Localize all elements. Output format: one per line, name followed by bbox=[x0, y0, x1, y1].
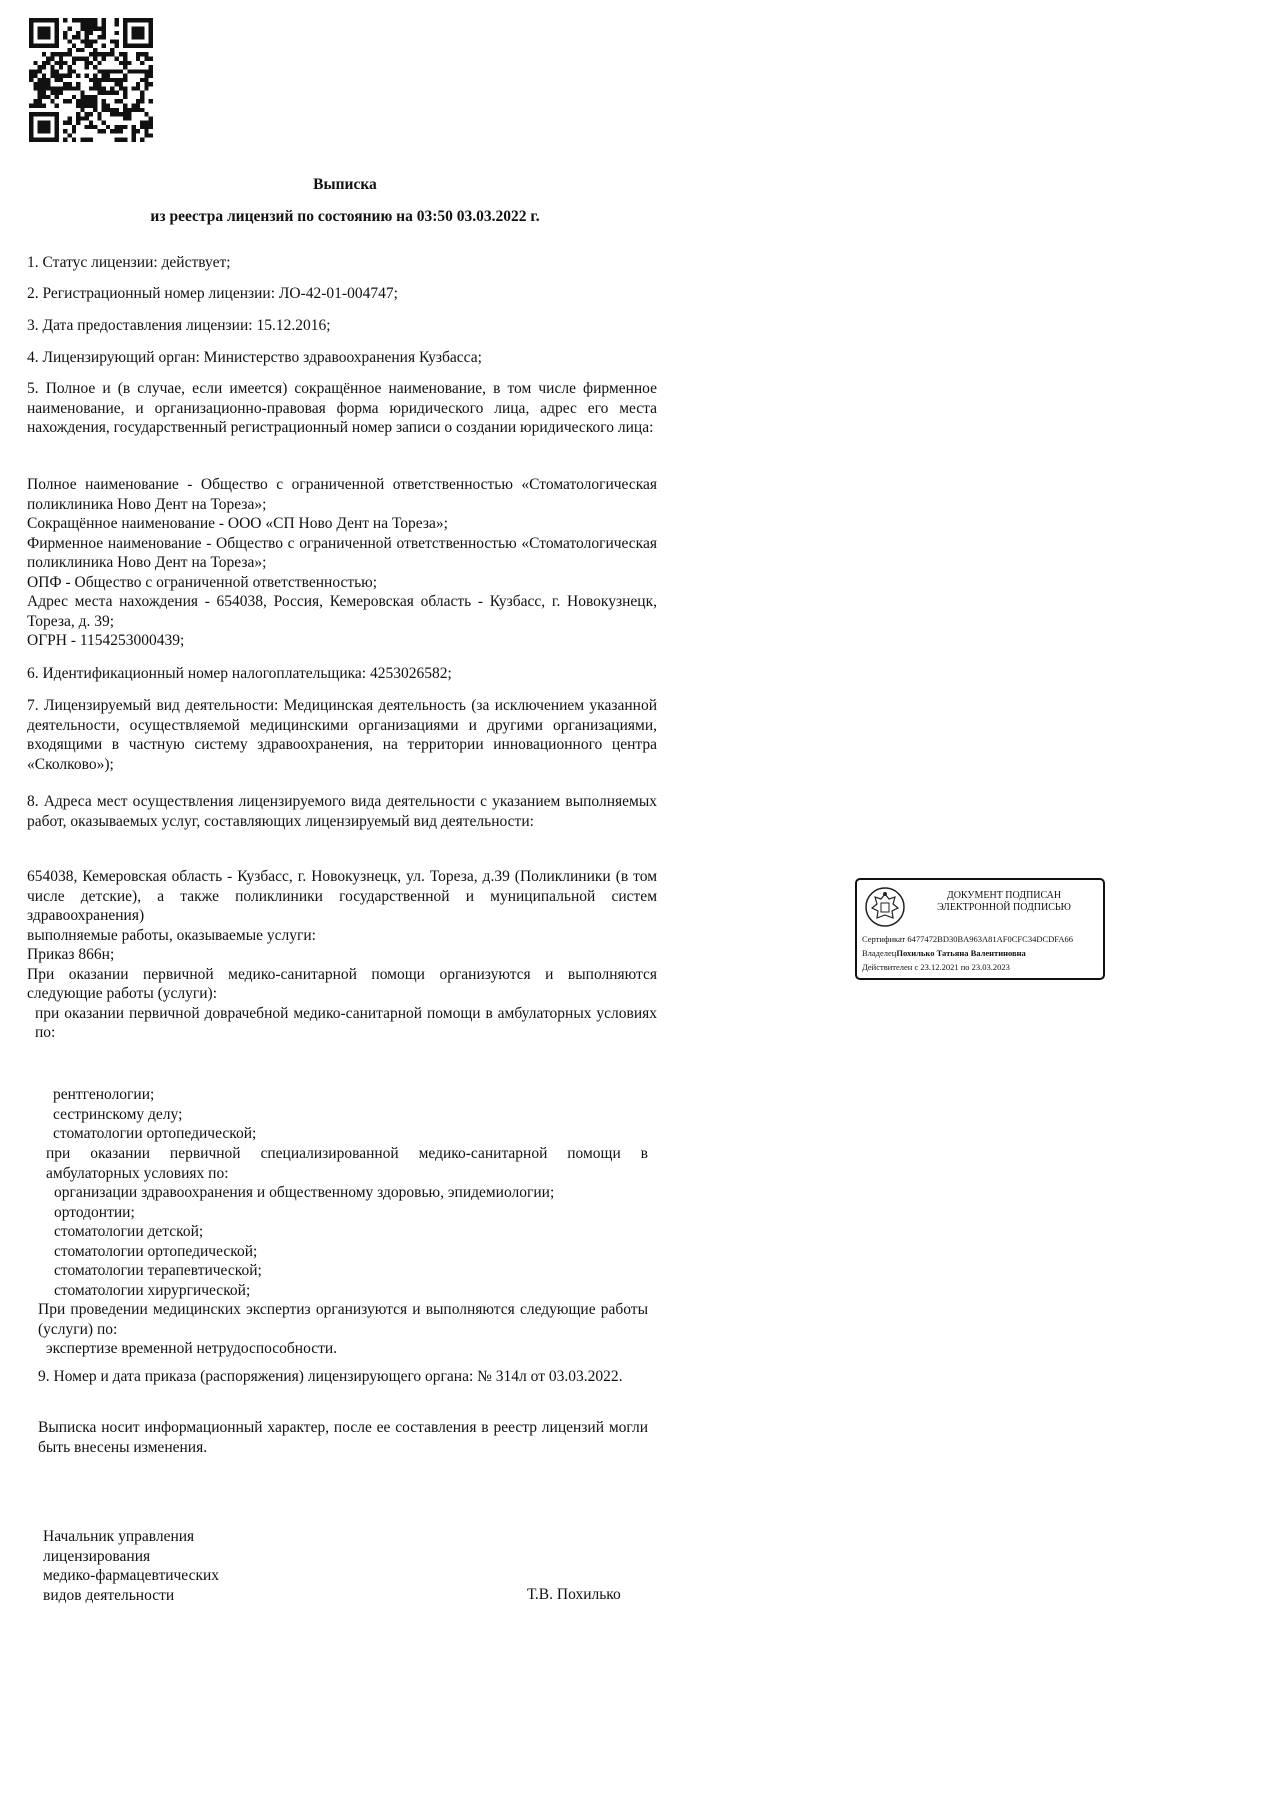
disclaimer-note: Выписка носит информационный характер, после ее составления в реестр лицензий могли быть внесены изменения. bbox=[38, 1419, 648, 1456]
signer-position bbox=[43, 1527, 219, 1605]
signer-position-line: лицензирования bbox=[43, 1547, 151, 1565]
item-2: 2. Регистрационный номер лицензии: ЛО-42-01-004747; bbox=[27, 285, 398, 302]
signer-name: Т.В. Похилько bbox=[527, 1586, 621, 1603]
primary-care-label: При оказании первичной медико-санитарной помощи организуются и выполняются следующие работы (услуги): bbox=[27, 965, 657, 1002]
stamp-owner-name: Похилько Татьяна Валентиновна bbox=[896, 948, 1026, 958]
org-opf: ОПФ - Общество с ограниченной ответственностью; bbox=[27, 573, 378, 591]
list-item: рентгенологии; bbox=[53, 1086, 155, 1103]
item-8: 8. Адреса мест осуществления лицензируемого вида деятельности с указанием выполняемых работ, оказываемых услуг, составляющих лицензируемый вид деятельности: bbox=[27, 793, 657, 830]
activity-address-block bbox=[27, 867, 657, 1043]
stamp-certificate: Сертификат 6477472BD30BA963A81AF0CFC34DCDFA66 bbox=[862, 934, 1074, 944]
specialized-care-label: при оказании первичной специализированной медико-санитарной помощи в амбулаторных условиях по: bbox=[46, 1145, 648, 1182]
list-item: экспертизе временной нетрудоспособности. bbox=[46, 1340, 338, 1357]
document-subtitle: из реестра лицензий по состоянию на 03:50 03.03.2022 г. bbox=[150, 208, 540, 225]
item-7: 7. Лицензируемый вид деятельности: Медицинская деятельность (за исключением указанной деятельности, осуществляемой медицинскими организациями и другими организациями, входящими в частную систему здравоохранения, на территории инновационного центра «Сколково»); bbox=[27, 697, 657, 773]
coat-of-arms-icon bbox=[865, 886, 905, 928]
electronic-signature-stamp bbox=[855, 878, 1105, 980]
organization-block bbox=[27, 475, 657, 651]
works-label: выполняемые работы, оказываемые услуги: bbox=[27, 926, 316, 944]
list-item: стоматологии терапевтической; bbox=[54, 1262, 262, 1279]
org-ogrn: ОГРН - 1154253000439; bbox=[27, 632, 185, 649]
signer-position-line: Начальник управления bbox=[43, 1528, 195, 1545]
list-item: организации здравоохранения и общественному здоровью, эпидемиологии; bbox=[54, 1184, 555, 1201]
expertise-label: При проведении медицинских экспертиз организуются и выполняются следующие работы (услуги) по: bbox=[38, 1301, 648, 1338]
stamp-owner-label: Владелец bbox=[862, 948, 897, 958]
org-short-name: Сокращённое наименование - ООО «СП Ново Дент на Тореза»; bbox=[27, 515, 448, 532]
stamp-title bbox=[911, 890, 1097, 914]
predoctor-care-label: при оказании первичной доврачебной медико-санитарной помощи в амбулаторных условиях по: bbox=[35, 1004, 657, 1041]
list-item: стоматологии ортопедической; bbox=[53, 1125, 257, 1142]
item-1: 1. Статус лицензии: действует; bbox=[27, 254, 231, 271]
stamp-title-line: ЭЛЕКТРОННОЙ ПОДПИСЬЮ bbox=[937, 902, 1071, 913]
stamp-owner bbox=[862, 948, 1100, 958]
item-9: 9. Номер и дата приказа (распоряжения) лицензирующего органа: № 314л от 03.03.2022. bbox=[38, 1368, 623, 1385]
signer-position-line: видов деятельности bbox=[43, 1586, 175, 1604]
document-title: Выписка bbox=[313, 176, 377, 193]
item-5: 5. Полное и (в случае, если имеется) сокращённое наименование, в том числе фирменное наименование, и организационно-правовая форма юридического лица, адрес его места нахождения, государственный регистрационный номер записи о создании юридического лица: bbox=[27, 380, 657, 436]
stamp-validity: Действителен с 23.12.2021 по 23.03.2023 bbox=[862, 962, 1010, 972]
signer-position-line: медико-фармацевтических bbox=[43, 1567, 220, 1584]
list-item: ортодонтии; bbox=[54, 1203, 135, 1221]
item-3: 3. Дата предоставления лицензии: 15.12.2016; bbox=[27, 317, 331, 334]
list-item: стоматологии детской; bbox=[54, 1223, 204, 1240]
item-6: 6. Идентификационный номер налогоплательщика: 4253026582; bbox=[27, 665, 452, 682]
org-full-name: Полное наименование - Общество с ограниченной ответственностью «Стоматологическая поликлиника Ново Дент на Тореза»; bbox=[27, 476, 657, 513]
order-label: Приказ 866н; bbox=[27, 946, 115, 963]
stamp-title-line: ДОКУМЕНТ ПОДПИСАН bbox=[946, 890, 1062, 901]
specialized-block bbox=[38, 1144, 648, 1359]
org-firm-name: Фирменное наименование - Общество с ограниченной ответственностью «Стоматологическая поликлиника Ново Дент на Тореза»; bbox=[27, 534, 657, 571]
activity-address: 654038, Кемеровская область - Кузбасс, г. Новокузнецк, ул. Тореза, д.39 (Поликлиники (в том числе детские), а также поликлиники государственной и муниципальной систем здравоохранения) bbox=[27, 868, 657, 924]
list-item: сестринскому делу; bbox=[53, 1105, 183, 1123]
qr-code bbox=[29, 18, 153, 142]
predoctor-list bbox=[27, 1085, 657, 1144]
item-4: 4. Лицензирующий орган: Министерство здравоохранения Кузбасса; bbox=[27, 349, 482, 366]
list-item: стоматологии ортопедической; bbox=[54, 1242, 258, 1260]
list-item: стоматологии хирургической; bbox=[54, 1281, 251, 1299]
org-address: Адрес места нахождения - 654038, Россия, Кемеровская область - Кузбасс, г. Новокузнецк, Тореза, д. 39; bbox=[27, 593, 657, 630]
